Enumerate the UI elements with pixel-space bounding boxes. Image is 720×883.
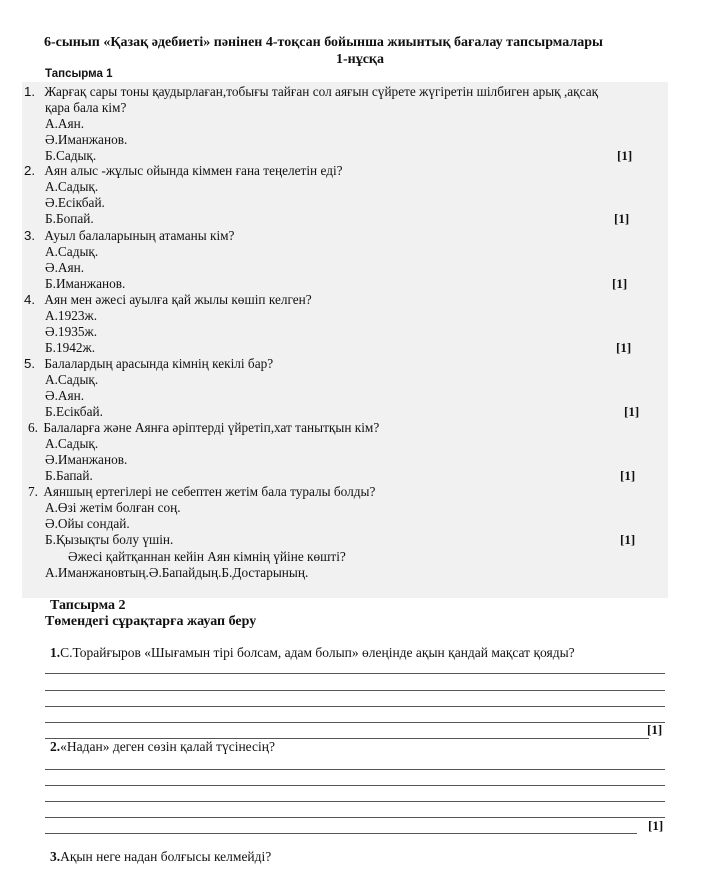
mark-score: [1]	[612, 276, 628, 291]
task1-heading: Тапсырма 1	[45, 68, 113, 80]
variant-label: 1-нұсқа	[335, 52, 384, 67]
option-a: А.1923ж.	[45, 308, 98, 323]
question-number: 6.	[28, 420, 38, 435]
question-1-continued: қара бала кім?	[45, 100, 127, 115]
question-number: 2.	[24, 163, 36, 178]
option-a: А.Садық.	[45, 244, 99, 259]
answer-line	[45, 722, 665, 723]
option-a: А.Садық.	[45, 179, 99, 194]
task2-question-3	[50, 849, 271, 865]
task2-instructions: Төмендегі сұрақтарға жауап беру	[45, 614, 257, 629]
question-1	[24, 84, 598, 100]
question-number: 1.	[50, 645, 61, 660]
option-b: Б.Есікбай.	[45, 404, 103, 419]
option-ae: Ә.Аян.	[45, 388, 85, 403]
task2-heading: Тапсырма 2	[50, 598, 126, 613]
mark-score: [1]	[624, 404, 640, 419]
task2-question-1	[50, 645, 575, 661]
mark-score: [1]	[614, 211, 630, 226]
question-text: «Надан» деген сөзін қалай түсінесің?	[60, 739, 275, 754]
question-number: 4.	[24, 292, 36, 307]
question-3	[24, 228, 234, 244]
question-7	[28, 484, 375, 500]
question-number: 5.	[24, 356, 36, 371]
mark-score: [1]	[647, 722, 663, 737]
option-b: Б.Бопай.	[45, 211, 94, 226]
answer-line	[45, 690, 665, 691]
answer-line	[45, 801, 665, 802]
extra-options: А.Иманжановтың.Ә.Бапайдың.Б.Достарының.	[45, 565, 309, 580]
option-ae: Ә.Ойы сондай.	[45, 516, 130, 531]
option-ae: Ә.Иманжанов.	[45, 132, 128, 147]
option-a: А.Аян.	[45, 116, 85, 131]
answer-line	[45, 706, 665, 707]
question-text: Аян мен әжесі ауылға қай жылы көшіп келген?	[44, 292, 312, 307]
question-number: 3.	[24, 228, 36, 243]
answer-line	[45, 769, 665, 770]
answer-line	[45, 785, 665, 786]
option-a: А.Өзі жетім болған соң.	[45, 500, 181, 515]
option-b: Б.Садық.	[45, 148, 97, 163]
option-b: Б.1942ж.	[45, 340, 96, 355]
question-text: С.Торайғыров «Шығамын тірі болсам, адам болып» өлеңінде ақын қандай мақсат қояды?	[60, 645, 575, 660]
question-text: Жарғақ сары тоны қаудырлаған,тобығы тайған сол аяғын сүйрете жүгіретін шілбиген арық ,ақсақ	[44, 84, 599, 99]
question-number: 3.	[50, 849, 61, 864]
question-5	[24, 356, 273, 372]
mark-score: [1]	[648, 818, 664, 833]
option-a: А.Садық.	[45, 372, 99, 387]
answer-line	[45, 833, 637, 834]
question-text: Балалардың арасында кімнің кекілі бар?	[44, 356, 274, 371]
option-ae: Ә.Есікбай.	[45, 195, 105, 210]
question-text: Аяншың ертегілері не себептен жетім бала туралы болды?	[43, 484, 376, 499]
option-ae: Ә.Аян.	[45, 260, 85, 275]
option-b: Б.Иманжанов.	[45, 276, 126, 291]
option-ae: Ә.Иманжанов.	[45, 452, 128, 467]
mark-score: [1]	[620, 468, 636, 483]
option-b: Б.Бапай.	[45, 468, 93, 483]
question-number: 7.	[28, 484, 38, 499]
question-4	[24, 292, 312, 308]
question-text: Балаларға және Аянға әріптерді үйретіп,хат танытқын кім?	[43, 420, 380, 435]
question-text: Ауыл балаларының атаманы кім?	[44, 228, 235, 243]
option-b: Б.Қызықты болу үшін.	[45, 532, 174, 547]
mark-score: [1]	[616, 340, 632, 355]
mark-score: [1]	[620, 532, 636, 547]
question-number: 1.	[24, 84, 36, 99]
mark-score: [1]	[617, 148, 633, 163]
worksheet-title: 6-сынып «Қазақ әдебиеті» пәнінен 4-тоқсан бойынша жиынтық бағалау тапсырмалары	[44, 35, 603, 50]
question-text: Ақын неге надан болғысы келмейді?	[60, 849, 272, 864]
answer-line	[45, 817, 665, 818]
option-ae: Ә.1935ж.	[45, 324, 98, 339]
task2-question-2	[50, 739, 275, 755]
question-text: Аян алыс -жұлыс ойында кіммен ғана теңелетін еді?	[44, 163, 343, 178]
answer-line	[45, 673, 665, 674]
question-number: 2.	[50, 739, 61, 754]
extra-question: Әжесі қайтқаннан кейін Аян кімнің үйіне көшті?	[68, 549, 346, 564]
option-a: А.Садық.	[45, 436, 99, 451]
question-6	[28, 420, 379, 436]
question-2	[24, 163, 343, 179]
